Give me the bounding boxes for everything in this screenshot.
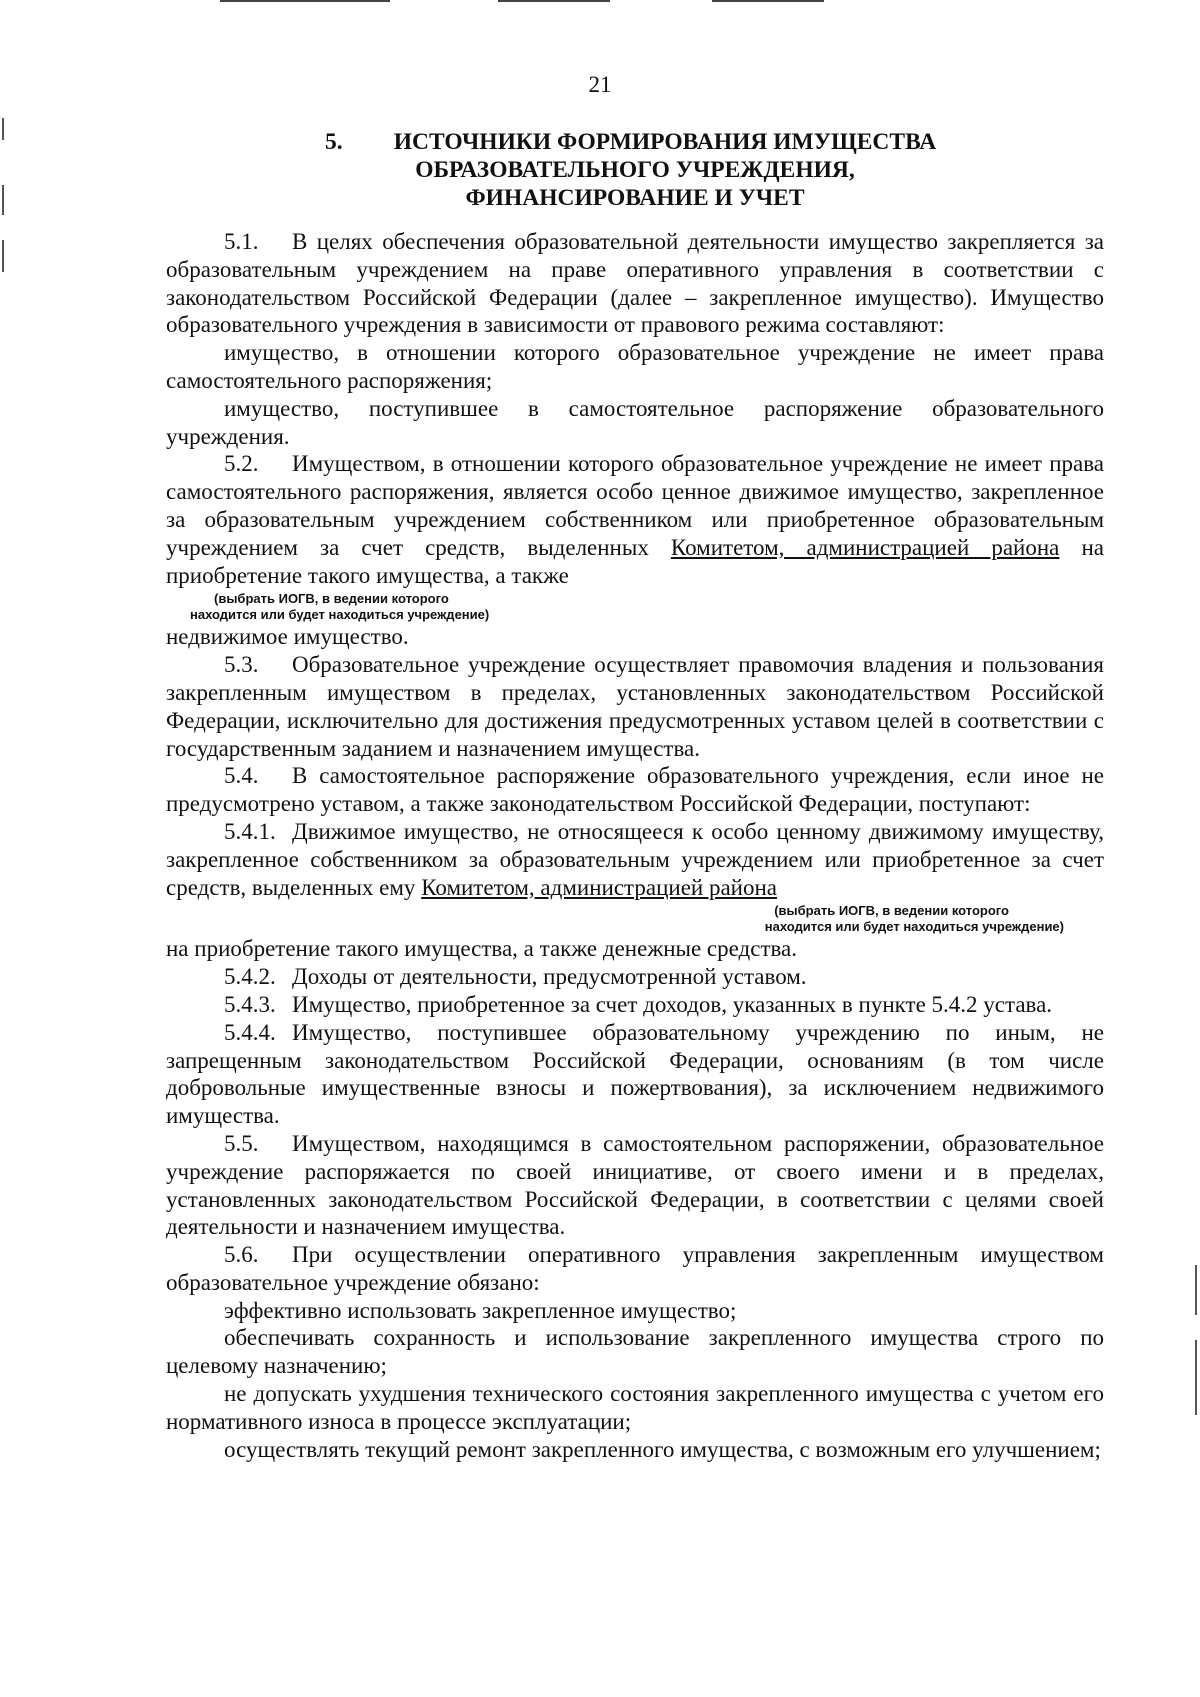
clause-number: 5.4.1. [224,818,276,844]
hint-line: находится или будет находиться учреждение) [764,919,1064,935]
paragraph-5-6-b: обеспечивать сохранность и использование закрепленного имущества строго по целевому назначению; [166,1325,1104,1379]
clause-number: 5.3. [224,652,259,678]
fill-field-hint [166,591,1104,623]
scan-edge-mark [2,240,4,272]
heading-line: ФИНАНСИРОВАНИЕ И УЧЕТ [465,185,805,211]
top-rule-line [220,0,390,2]
paragraph-5-4-3 [166,991,1104,1019]
paragraph-5-3 [166,651,1104,762]
paragraph-text: Имуществом, в отношении которого образовательное учреждение не имеет права самостоятельного распоряжения, является особо ценное движимое имущество, закрепленное за образовательным учреждением собственником или приобретенное образовательным учреждением за счет средств, выделенных [166,451,1104,560]
paragraph-5-4-2 [166,963,1104,991]
heading-line: ОБРАЗОВАТЕЛЬНОГО УЧРЕЖДЕНИЯ, [415,157,855,183]
paragraph-text: Имущество, поступившее образовательному учреждению по иным, не запрещенным законодательством Российской Федерации, основаниям (в том числе добровольные имущественные взносы и пожертвования), за исключением недвижимого имущества. [166,1019,1104,1129]
clause-number: 5.5. [224,1130,259,1156]
top-rule-line [712,0,824,2]
clause-number: 5.4. [224,763,259,789]
scan-edge-mark [2,185,4,215]
underlined-fill-field: Комитетом, администрацией района [421,874,777,900]
paragraph-5-6 [166,1241,1104,1297]
paragraph-5-5 [166,1130,1104,1241]
paragraph-5-6-d: осуществлять текущий ремонт закрепленного имущества, с возможным его улучшением; [224,1436,1101,1462]
paragraph-text: Доходы от деятельности, предусмотренной уставом. [292,964,807,990]
scan-edge-mark [2,118,4,140]
paragraph-text: При осуществлении оперативного управления закрепленным имуществом образовательное учреждение обязано: [166,1242,1104,1295]
paragraph-text: на приобретение такого имущества, а также [166,534,1104,588]
scan-edge-mark [1195,1265,1197,1315]
underlined-fill-field: Комитетом, администрацией района [670,534,1060,560]
paragraph-text: Движимое имущество, не относящееся к особо ценному движимому имуществу, закрепленное собственником за образовательным учреждением или приобретенное за счет средств, выделенных ему [166,818,1104,900]
paragraph-5-1-a: имущество, в отношении которого образовательное учреждение не имеет права самостоятельного распоряжения; [166,340,1104,393]
paragraph-5-4 [166,762,1104,818]
scan-edge-mark [1195,1340,1197,1415]
clause-number: 5.1. [224,229,259,254]
clause-number: 5.6. [224,1242,259,1268]
paragraph-5-4-4 [166,1019,1104,1130]
paragraph-5-2-tail: недвижимое имущество. [166,624,409,650]
paragraph-5-4-1 [166,818,1104,901]
fill-field-hint [166,903,1104,935]
section-heading [290,128,980,212]
page-number: 21 [588,72,612,97]
paragraph-text: В целях обеспечения образовательной деятельности имущество закрепляется за образовательным учреждением на праве оперативного управления в соответствии с законодательством Российской Федерации (далее – закрепленное имущество). Имущество образовательного учреждения в зависимости от правового режима составляют: [166,229,1104,338]
section-number: 5. [325,129,343,155]
clause-number: 5.4.3. [224,991,276,1017]
paragraph-5-6-c: не допускать ухудшения технического состояния закрепленного имущества с учетом его нормативного износа в процессе эксплуатации; [166,1381,1104,1434]
paragraph-5-1 [166,228,1104,339]
top-rule-line [498,0,610,2]
clause-number: 5.4.4. [224,1019,276,1045]
paragraph-5-1-b: имущество, поступившее в самостоятельное распоряжение образовательного учреждения. [166,395,1104,449]
paragraph-text: Имуществом, находящимся в самостоятельном распоряжении, образовательное учреждение распоряжается по своей инициативе, от своего имени и в пределах, установленных законодательством Российской Федерации, в соответствии с целями своей деятельности и назначением имущества. [166,1130,1104,1240]
hint-line: (выбрать ИОГВ, в ведении которого [214,591,449,607]
paragraph-text: Образовательное учреждение осуществляет правомочия владения и пользования закрепленным имуществом в пределах, установленных законодательством Российской Федерации, исключительно для достижения предусмотренных уставом целей в соответствии с государственным заданием и назначением имущества. [166,652,1104,761]
heading-line: ИСТОЧНИКИ ФОРМИРОВАНИЯ ИМУЩЕСТВА [393,129,937,155]
paragraph-text: Имущество, приобретенное за счет доходов, указанных в пункте 5.4.2 устава. [292,991,1053,1017]
clause-number: 5.4.2. [224,964,276,990]
paragraph-5-4-1-tail: на приобретение такого имущества, а также денежные средства. [166,936,798,962]
hint-line: находится или будет находиться учреждение) [190,607,490,623]
paragraph-text: В самостоятельное распоряжение образовательного учреждения, если иное не предусмотрено уставом, а также законодательством Российской Федерации, поступают: [166,763,1104,817]
document-body [166,228,1104,1463]
clause-number: 5.2. [224,451,259,477]
hint-line: (выбрать ИОГВ, в ведении которого [774,903,1009,919]
paragraph-5-6-a: эффективно использовать закрепленное имущество; [224,1297,737,1323]
paragraph-5-2 [166,450,1104,589]
